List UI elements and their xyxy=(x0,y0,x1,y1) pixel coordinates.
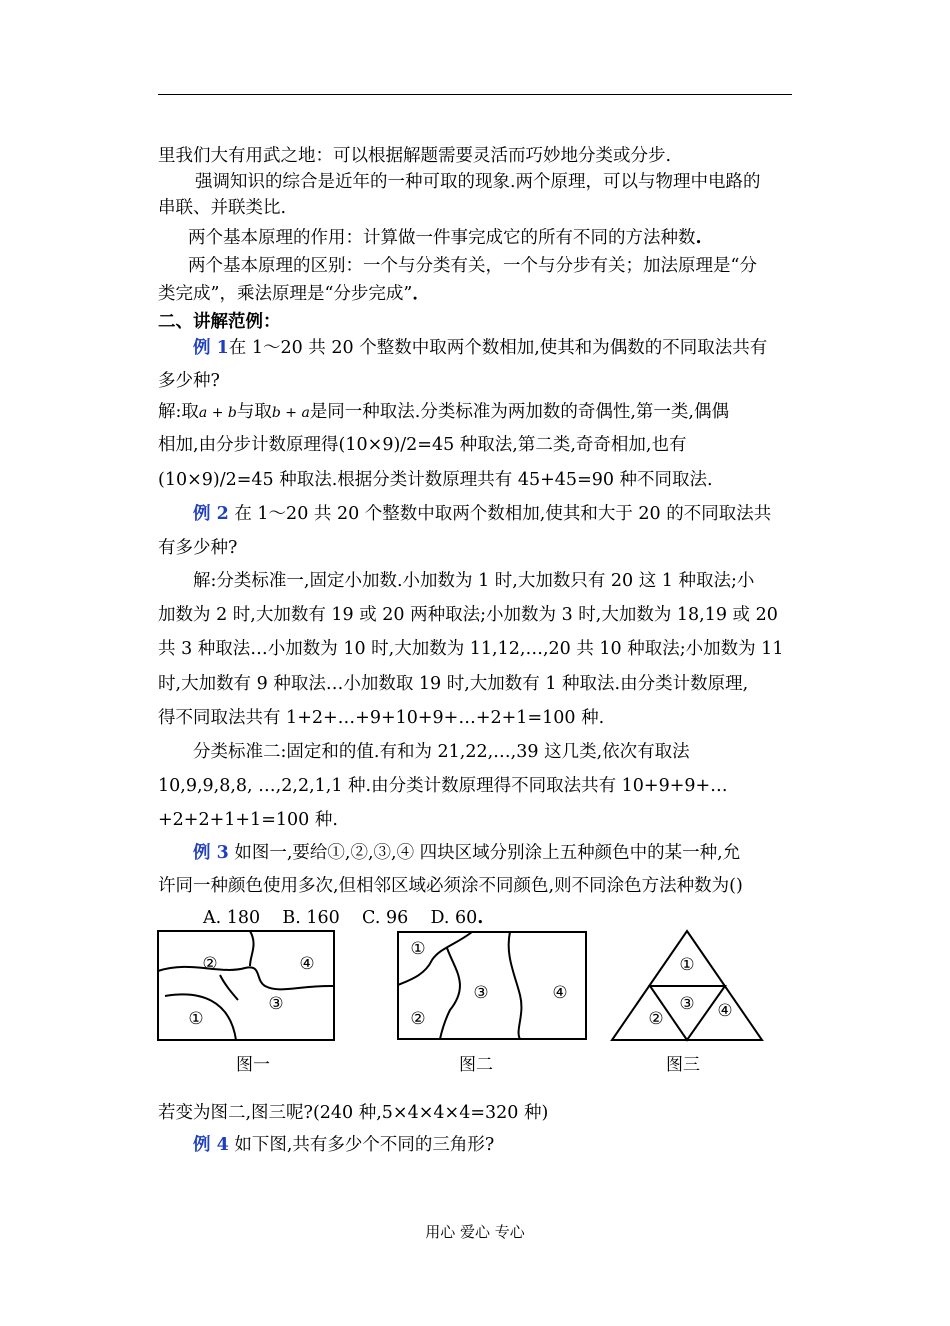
section-heading: 二、讲解范例： xyxy=(158,312,281,332)
example-label: 例 3 xyxy=(193,843,229,863)
figure-3-caption: 图三 xyxy=(666,1055,700,1075)
figure-2-curve xyxy=(440,948,460,1039)
circled-number-label: ① xyxy=(410,939,426,959)
answer-options: A. 180 B. 160 C. 96 D. 60. xyxy=(203,908,484,928)
circled-number-label: ② xyxy=(202,954,218,974)
figure-1-curve xyxy=(250,931,254,966)
text-line: 得不同取法共有 1+2+…+9+10+9+…+2+1=100 种. xyxy=(158,708,605,728)
text-line: 解:分类标准一,固定小加数.小加数为 1 时,大加数只有 20 这 1 种取法;小 xyxy=(193,571,755,591)
circled-number-label: ② xyxy=(648,1009,664,1029)
text-line: 多少种? xyxy=(158,371,220,391)
text-line: 许同一种颜色使用多次,但相邻区域必须涂不同颜色,则不同涂色方法种数为() xyxy=(158,876,743,896)
text-line: 时,大加数有 9 种取法…小加数取 19 时,大加数有 1 种取法.由分类计数原理, xyxy=(158,674,749,694)
text-line: 加数为 2 时,大加数有 19 或 20 两种取法;小加数为 3 时,大加数为 18,19 或 20 xyxy=(158,605,778,625)
text-line: 串联、并联类比. xyxy=(158,198,287,218)
figure-1-curve xyxy=(220,975,238,1000)
text-line: 两个基本原理的作用：计算做一件事完成它的所有不同的方法种数. xyxy=(188,228,702,248)
circled-number-label: ③ xyxy=(679,994,695,1014)
page-footer: 用心 爱心 专心 xyxy=(425,1223,525,1241)
text-line: 分类标准二:固定和的值.有和为 21,22,…,39 这几类,依次有取法 xyxy=(193,742,690,762)
text-line: 若变为图二,图三呢?(240 种,5×4×4×4=320 种) xyxy=(158,1103,549,1123)
circled-number-label: ① xyxy=(679,955,695,975)
text-line: (10×9)/2=45 种取法.根据分类计数原理共有 45+45=90 种不同取法. xyxy=(158,470,713,490)
text-line: 共 3 种取法…小加数为 10 时,大加数为 11,12,…,20 共 10 种取法;小加数为 11 xyxy=(158,639,784,659)
example-label: 例 2 xyxy=(193,504,229,524)
example-label: 例 4 xyxy=(193,1135,229,1155)
circled-number-label: ③ xyxy=(268,994,284,1014)
example-4-question: 例 4 如下图,共有多少个不同的三角形? xyxy=(193,1135,495,1155)
circled-number-label: ④ xyxy=(717,1001,733,1021)
text-line: 两个基本原理的区别：一个与分类有关，一个与分步有关；加法原理是“分 xyxy=(188,256,757,276)
text-line: 10,9,9,8,8, …,2,2,1,1 种.由分类计数原理得不同取法共有 10+9+9+… xyxy=(158,776,728,796)
example-label: 例 1 xyxy=(193,338,229,358)
text-line: 里我们大有用武之地：可以根据解题需要灵活而巧妙地分类或分步. xyxy=(158,146,672,166)
figure-1-caption: 图一 xyxy=(236,1055,270,1075)
figure-2-curve xyxy=(509,932,522,1039)
text-line: 类完成”，乘法原理是“分步完成”． xyxy=(158,284,430,304)
text-line: +2+2+1+1=100 种. xyxy=(158,810,338,830)
text-line: 强调知识的综合是近年的一种可取的现象.两个原理，可以与物理中电路的 xyxy=(195,172,761,192)
example-2-question: 例 2 在 1～20 共 20 个整数中取两个数相加,使其和大于 20 的不同取法共 xyxy=(193,504,772,524)
example-1-solution: 解:取a + b与取b + a是同一种取法.分类标准为两加数的奇偶性,第一类,偶偶 xyxy=(158,402,729,422)
circled-number-label: ② xyxy=(410,1009,426,1029)
text-line: 相加,由分步计数原理得(10×9)/2=45 种取法,第二类,奇奇相加,也有 xyxy=(158,435,687,455)
text-line: 有多少种? xyxy=(158,538,238,558)
circled-number-label: ③ xyxy=(473,983,489,1003)
figure-2-curve xyxy=(398,932,472,985)
circled-number-label: ④ xyxy=(299,954,315,974)
example-1-question: 例 1在 1～20 共 20 个整数中取两个数相加,使其和为偶数的不同取法共有 xyxy=(193,338,768,358)
example-3-question: 例 3 如图一,要给①,②,③,④ 四块区域分别涂上五种颜色中的某一种,允 xyxy=(193,843,741,863)
circled-number-label: ① xyxy=(188,1009,204,1029)
figure-1-frame xyxy=(158,931,334,1040)
figure-2-caption: 图二 xyxy=(459,1055,493,1075)
circled-number-label: ④ xyxy=(552,983,568,1003)
